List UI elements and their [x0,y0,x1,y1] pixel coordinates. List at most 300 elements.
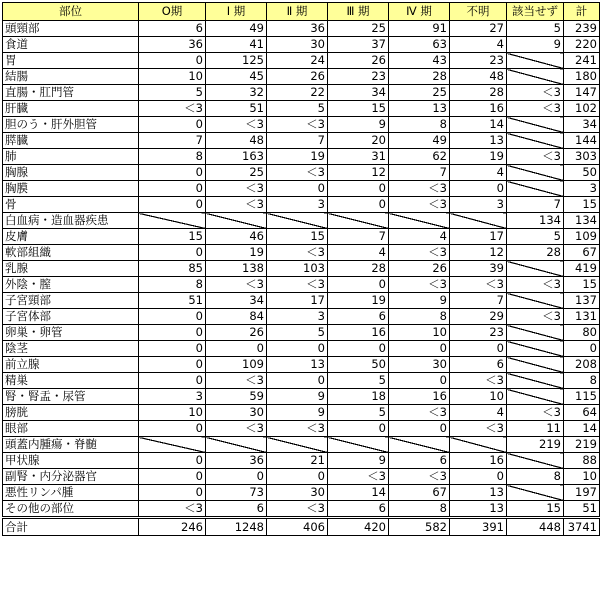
value-cell: 391 [450,518,507,536]
not-applicable-cell [507,261,564,277]
not-applicable-cell [389,437,450,453]
value-cell: 13 [450,501,507,518]
site-cell: 頭頸部 [3,21,139,37]
value-cell: ＜3 [507,101,564,117]
value-cell: 34 [206,293,267,309]
value-cell: 73 [206,485,267,501]
not-applicable-cell [507,69,564,85]
value-cell: 1248 [206,518,267,536]
value-cell: 8 [564,373,600,389]
value-cell: 0 [139,53,206,69]
value-cell: ＜3 [267,501,328,518]
value-cell: 84 [206,309,267,325]
not-applicable-cell [507,389,564,405]
value-cell: 125 [206,53,267,69]
value-cell: 8 [389,501,450,518]
value-cell: 6 [139,21,206,37]
value-cell: 138 [206,261,267,277]
value-cell: 0 [139,325,206,341]
value-cell: 15 [328,101,389,117]
value-cell: 49 [206,21,267,37]
site-cell: 精巣 [3,373,139,389]
value-cell: 24 [267,53,328,69]
table-row [3,69,600,85]
not-applicable-cell [328,213,389,229]
table-row [3,261,600,277]
table-row [3,341,600,357]
site-cell: 副腎・内分泌器官 [3,469,139,485]
table-row [3,53,600,69]
value-cell: 115 [564,389,600,405]
header-stage-2: Ⅱ 期 [267,3,328,21]
value-cell: ＜3 [267,117,328,133]
value-cell: 49 [389,133,450,149]
not-applicable-cell [450,437,507,453]
site-cell: 白血病・造血器疾患 [3,213,139,229]
value-cell: 30 [267,485,328,501]
not-applicable-cell [507,325,564,341]
value-cell: 15 [139,229,206,245]
value-cell: 163 [206,149,267,165]
table-row [3,501,600,518]
value-cell: ＜3 [450,421,507,437]
not-applicable-cell [507,357,564,373]
value-cell: ＜3 [507,85,564,101]
not-applicable-cell [450,213,507,229]
value-cell: 6 [328,309,389,325]
site-cell: 肝臓 [3,101,139,117]
value-cell: 4 [450,37,507,53]
site-cell: 胆のう・肝外胆管 [3,117,139,133]
site-cell: 結腸 [3,69,139,85]
value-cell: 3 [267,309,328,325]
value-cell: 18 [328,389,389,405]
value-cell: 51 [206,101,267,117]
value-cell: ＜3 [206,197,267,213]
value-cell: 23 [450,53,507,69]
value-cell: 14 [450,117,507,133]
value-cell: 5 [507,229,564,245]
table-row [3,85,600,101]
value-cell: ＜3 [206,277,267,293]
value-cell: 582 [389,518,450,536]
value-cell: 6 [450,357,507,373]
value-cell: 220 [564,37,600,53]
value-cell: 0 [139,117,206,133]
value-cell: 7 [139,133,206,149]
value-cell: 0 [389,341,450,357]
value-cell: 8 [139,277,206,293]
value-cell: 0 [139,309,206,325]
table-row [3,117,600,133]
value-cell: ＜3 [206,421,267,437]
table-row [3,133,600,149]
value-cell: 34 [328,85,389,101]
value-cell: 0 [139,341,206,357]
site-cell: 直腸・肛門管 [3,85,139,101]
value-cell: 13 [450,133,507,149]
value-cell: ＜3 [267,277,328,293]
value-cell: 3 [564,181,600,197]
table-row [3,277,600,293]
header-site: 部位 [3,3,139,21]
value-cell: 8 [507,469,564,485]
value-cell: 25 [206,165,267,181]
value-cell: 9 [267,389,328,405]
value-cell: 6 [328,501,389,518]
value-cell: 9 [328,453,389,469]
value-cell: 0 [139,453,206,469]
table-row [3,325,600,341]
value-cell: 109 [206,357,267,373]
value-cell: 26 [328,53,389,69]
value-cell: 9 [267,405,328,421]
value-cell: ＜3 [389,245,450,261]
table-row [3,21,600,37]
value-cell: 7 [507,197,564,213]
value-cell: 48 [206,133,267,149]
table-row [3,37,600,53]
value-cell: 59 [206,389,267,405]
not-applicable-cell [206,213,267,229]
value-cell: 28 [328,261,389,277]
value-cell: 16 [450,101,507,117]
site-cell: 子宮体部 [3,309,139,325]
not-applicable-cell [507,373,564,389]
value-cell: 0 [450,181,507,197]
value-cell: 15 [507,501,564,518]
table-row [3,453,600,469]
site-cell: 肺 [3,149,139,165]
not-applicable-cell [139,437,206,453]
not-applicable-cell [507,53,564,69]
value-cell: 102 [564,101,600,117]
value-cell: 32 [206,85,267,101]
value-cell: 109 [564,229,600,245]
site-cell: 皮膚 [3,229,139,245]
value-cell: ＜3 [139,101,206,117]
value-cell: 0 [139,421,206,437]
site-cell: 子宮頸部 [3,293,139,309]
value-cell: 0 [206,341,267,357]
not-applicable-cell [507,341,564,357]
value-cell: 15 [267,229,328,245]
table-row [3,213,600,229]
site-cell: 合計 [3,518,139,536]
value-cell: 4 [389,229,450,245]
value-cell: 0 [139,469,206,485]
value-cell: 131 [564,309,600,325]
value-cell: 28 [507,245,564,261]
value-cell: ＜3 [507,277,564,293]
site-cell: 悪性リンパ腫 [3,485,139,501]
not-applicable-cell [328,437,389,453]
value-cell: 134 [564,213,600,229]
value-cell: 0 [139,373,206,389]
value-cell: 9 [389,293,450,309]
value-cell: 3 [139,389,206,405]
value-cell: 0 [267,341,328,357]
site-cell: 陰茎 [3,341,139,357]
value-cell: 0 [267,469,328,485]
value-cell: 0 [328,341,389,357]
site-cell: 乳腺 [3,261,139,277]
site-cell: 眼部 [3,421,139,437]
value-cell: 0 [206,469,267,485]
value-cell: 5 [507,21,564,37]
value-cell: 31 [328,149,389,165]
value-cell: 22 [267,85,328,101]
value-cell: ＜3 [389,197,450,213]
value-cell: 0 [389,421,450,437]
value-cell: 0 [139,357,206,373]
value-cell: 67 [389,485,450,501]
value-cell: 12 [450,245,507,261]
value-cell: 88 [564,453,600,469]
value-cell: 26 [206,325,267,341]
site-cell: 胸膜 [3,181,139,197]
value-cell: 16 [328,325,389,341]
header-not-applicable: 該当せず [507,3,564,21]
value-cell: 0 [328,181,389,197]
value-cell: 137 [564,293,600,309]
value-cell: 10 [139,405,206,421]
value-cell: 219 [564,437,600,453]
value-cell: 5 [267,101,328,117]
value-cell: 34 [564,117,600,133]
value-cell: ＜3 [507,309,564,325]
value-cell: 23 [328,69,389,85]
site-cell: 軟部組織 [3,245,139,261]
site-cell: 骨 [3,197,139,213]
value-cell: 239 [564,21,600,37]
value-cell: 29 [450,309,507,325]
value-cell: 14 [564,421,600,437]
value-cell: 46 [206,229,267,245]
site-cell: その他の部位 [3,501,139,518]
value-cell: 7 [267,133,328,149]
value-cell: 134 [507,213,564,229]
value-cell: 63 [389,37,450,53]
value-cell: ＜3 [389,405,450,421]
value-cell: 241 [564,53,600,69]
value-cell: 5 [139,85,206,101]
value-cell: 25 [328,21,389,37]
value-cell: 147 [564,85,600,101]
value-cell: 16 [450,453,507,469]
not-applicable-cell [139,213,206,229]
header-stage-1: Ⅰ 期 [206,3,267,21]
value-cell: 197 [564,485,600,501]
value-cell: 5 [267,325,328,341]
table-row [3,357,600,373]
table-row [3,181,600,197]
table-row [3,309,600,325]
header-row [3,3,600,21]
value-cell: 10 [139,69,206,85]
value-cell: 7 [389,165,450,181]
site-cell: 胃 [3,53,139,69]
value-cell: 0 [564,341,600,357]
site-cell: 卵巣・卵管 [3,325,139,341]
value-cell: 26 [267,69,328,85]
not-applicable-cell [507,165,564,181]
site-cell: 腎・腎盂・尿管 [3,389,139,405]
table-row [3,389,600,405]
value-cell: 21 [267,453,328,469]
value-cell: ＜3 [389,469,450,485]
value-cell: 36 [206,453,267,469]
value-cell: 14 [328,485,389,501]
value-cell: 0 [139,245,206,261]
value-cell: 208 [564,357,600,373]
site-cell: 膀胱 [3,405,139,421]
value-cell: 7 [450,293,507,309]
value-cell: 3 [450,197,507,213]
value-cell: 10 [450,389,507,405]
site-cell: 前立腺 [3,357,139,373]
site-cell: 食道 [3,37,139,53]
value-cell: 48 [450,69,507,85]
value-cell: ＜3 [267,245,328,261]
site-cell: 外陰・膣 [3,277,139,293]
value-cell: 39 [450,261,507,277]
value-cell: 28 [450,85,507,101]
value-cell: 5 [328,405,389,421]
value-cell: 30 [206,405,267,421]
value-cell: 3741 [564,518,600,536]
value-cell: 10 [389,325,450,341]
value-cell: 9 [328,117,389,133]
value-cell: 45 [206,69,267,85]
value-cell: 3 [267,197,328,213]
value-cell: 144 [564,133,600,149]
table-row [3,245,600,261]
table-row [3,373,600,389]
value-cell: 0 [328,197,389,213]
value-cell: 0 [450,469,507,485]
table-row [3,469,600,485]
not-applicable-cell [267,437,328,453]
value-cell: ＜3 [206,373,267,389]
value-cell: 13 [267,357,328,373]
table-row [3,149,600,165]
value-cell: 27 [450,21,507,37]
not-applicable-cell [507,293,564,309]
value-cell: 37 [328,37,389,53]
value-cell: 0 [139,197,206,213]
value-cell: 41 [206,37,267,53]
value-cell: 180 [564,69,600,85]
value-cell: 303 [564,149,600,165]
table-row [3,405,600,421]
value-cell: 19 [267,149,328,165]
value-cell: 50 [564,165,600,181]
value-cell: 6 [206,501,267,518]
value-cell: 103 [267,261,328,277]
value-cell: 51 [564,501,600,518]
table-row [3,421,600,437]
not-applicable-cell [507,453,564,469]
value-cell: 6 [389,453,450,469]
not-applicable-cell [507,133,564,149]
value-cell: 28 [389,69,450,85]
table-row [3,437,600,453]
not-applicable-cell [507,181,564,197]
value-cell: 91 [389,21,450,37]
value-cell: 0 [139,485,206,501]
value-cell: 5 [328,373,389,389]
value-cell: 219 [507,437,564,453]
table-row [3,101,600,117]
value-cell: 19 [450,149,507,165]
value-cell: 420 [328,518,389,536]
value-cell: 50 [328,357,389,373]
value-cell: 8 [389,309,450,325]
value-cell: 30 [389,357,450,373]
header-unknown: 不明 [450,3,507,21]
not-applicable-cell [267,213,328,229]
value-cell: 4 [450,165,507,181]
value-cell: ＜3 [389,277,450,293]
value-cell: ＜3 [267,421,328,437]
value-cell: 25 [389,85,450,101]
value-cell: 10 [564,469,600,485]
value-cell: 11 [507,421,564,437]
value-cell: 12 [328,165,389,181]
value-cell: 0 [328,421,389,437]
value-cell: 246 [139,518,206,536]
value-cell: 13 [389,101,450,117]
value-cell: 419 [564,261,600,277]
value-cell: ＜3 [328,469,389,485]
value-cell: ＜3 [139,501,206,518]
value-cell: ＜3 [507,149,564,165]
table-row [3,293,600,309]
value-cell: 67 [564,245,600,261]
value-cell: 0 [139,181,206,197]
value-cell: 0 [389,373,450,389]
value-cell: 0 [328,277,389,293]
total-row [3,518,600,536]
value-cell: 51 [139,293,206,309]
not-applicable-cell [206,437,267,453]
not-applicable-cell [507,117,564,133]
value-cell: 9 [507,37,564,53]
value-cell: 85 [139,261,206,277]
value-cell: 13 [450,485,507,501]
value-cell: 64 [564,405,600,421]
value-cell: 30 [267,37,328,53]
value-cell: 17 [267,293,328,309]
not-applicable-cell [507,485,564,501]
site-cell: 甲状腺 [3,453,139,469]
table-row [3,485,600,501]
site-cell: 頭蓋内腫瘍・脊髄 [3,437,139,453]
value-cell: 0 [267,373,328,389]
value-cell: 26 [389,261,450,277]
value-cell: 19 [328,293,389,309]
value-cell: ＜3 [450,277,507,293]
cancer-stage-table [2,2,600,536]
value-cell: ＜3 [267,165,328,181]
header-stage-4: Ⅳ 期 [389,3,450,21]
value-cell: 8 [389,117,450,133]
table-row [3,229,600,245]
value-cell: 0 [267,181,328,197]
value-cell: 62 [389,149,450,165]
value-cell: ＜3 [389,181,450,197]
